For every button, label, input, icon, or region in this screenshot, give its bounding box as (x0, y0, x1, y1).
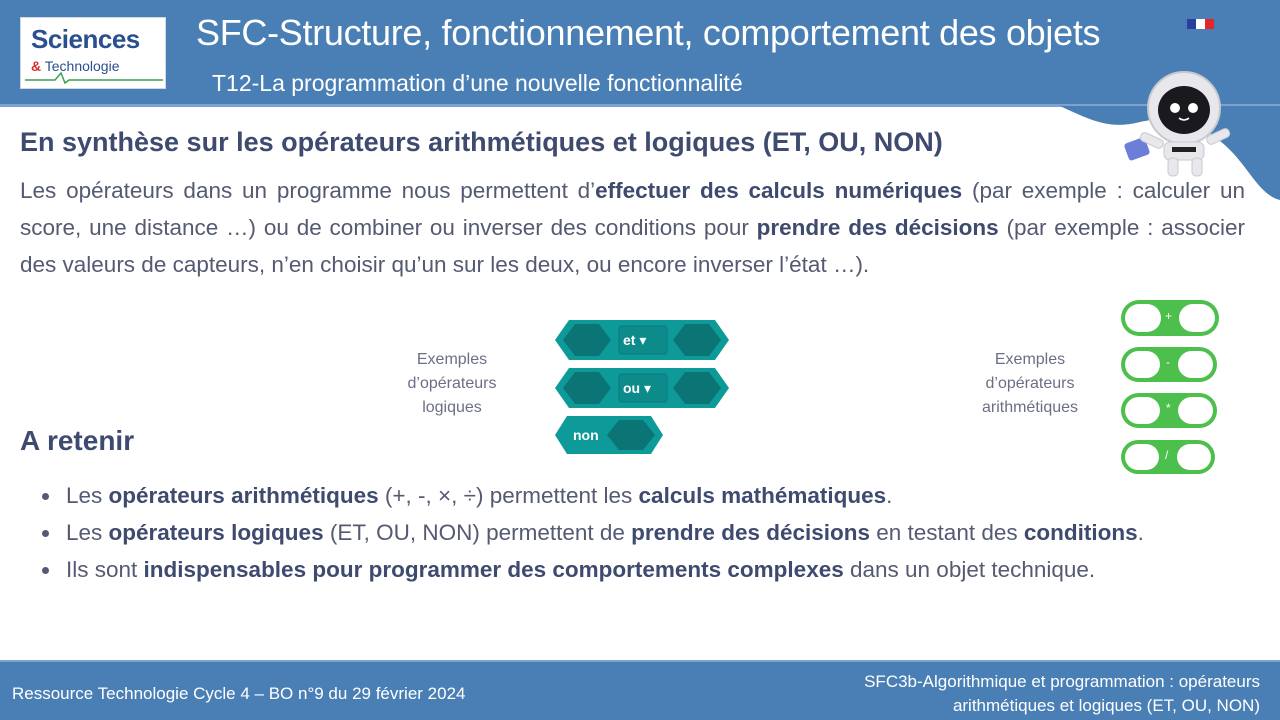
logic-block-et[interactable] (555, 320, 729, 365)
logic-et-label: et ▾ (623, 332, 647, 348)
arith-examples-label: Exemples d’opérateurs arithmétiques (981, 351, 1079, 416)
footer-topic: SFC3b-Algorithmique et programmation : opérateurs arithmétiques et logiques (ET, OU, NON) (864, 672, 1260, 715)
sciences-technologie-logo (20, 17, 166, 89)
arith-block-minus[interactable] (1121, 347, 1217, 387)
intro-paragraph: Les opérateurs dans un programme nous permettent d’effectuer des calculs numériques (par exemple : calculer un score, une distance …) ou de combiner ou inverser des conditions pour prendre des décisions (par exemple : associer des valeurs de capteurs, n’en choisir qu’un sur les deux, ou encore inverser l’état …). (20, 178, 1245, 277)
logic-examples-label: Exemples d’opérateurs logiques (407, 351, 497, 416)
republique-francaise-flag-icon (1187, 16, 1215, 26)
robot-mascot-icon (1120, 58, 1250, 183)
list-item: Les opérateurs arithmétiques (+, -, ×, ÷) permettent les calculs mathématiques. (40, 477, 1245, 514)
arith-block-divide[interactable] (1121, 440, 1215, 479)
page-title: SFC-Structure, fonctionnement, comportement des objets (196, 12, 1101, 53)
logic-block-ou[interactable] (555, 368, 729, 413)
logic-block-non[interactable] (555, 416, 663, 459)
heartbeat-line-icon (25, 70, 163, 84)
arith-block-plus[interactable] (1121, 300, 1219, 341)
op-minus: - (1166, 355, 1170, 369)
dropdown-arrow-icon[interactable]: ▾ (639, 332, 647, 348)
arith-block-multiply[interactable] (1121, 393, 1217, 433)
logic-ou-label: ou ▾ (623, 380, 652, 396)
op-divide: / (1165, 448, 1169, 462)
page-subtitle: T12-La programmation d’une nouvelle fonctionnalité (212, 70, 743, 96)
logo-line1: Sciences (31, 24, 140, 54)
list-item: Ils sont indispensables pour programmer des comportements complexes dans un objet technique. (40, 551, 1245, 588)
retenir-heading: A retenir (20, 425, 135, 456)
dropdown-arrow-icon[interactable]: ▾ (644, 380, 652, 396)
op-multiply: * (1166, 401, 1171, 415)
logo-line2: & Technologie (31, 58, 120, 74)
section-heading: En synthèse sur les opérateurs arithmétiques et logiques (ET, OU, NON) (20, 127, 943, 157)
list-item: Les opérateurs logiques (ET, OU, NON) permettent de prendre des décisions en testant des conditions. (40, 514, 1245, 551)
footer-source: Ressource Technologie Cycle 4 – BO n°9 du 29 février 2024 (12, 684, 466, 703)
retenir-list (40, 477, 1245, 588)
op-plus: + (1165, 309, 1173, 323)
logic-non-label: non (573, 427, 599, 443)
